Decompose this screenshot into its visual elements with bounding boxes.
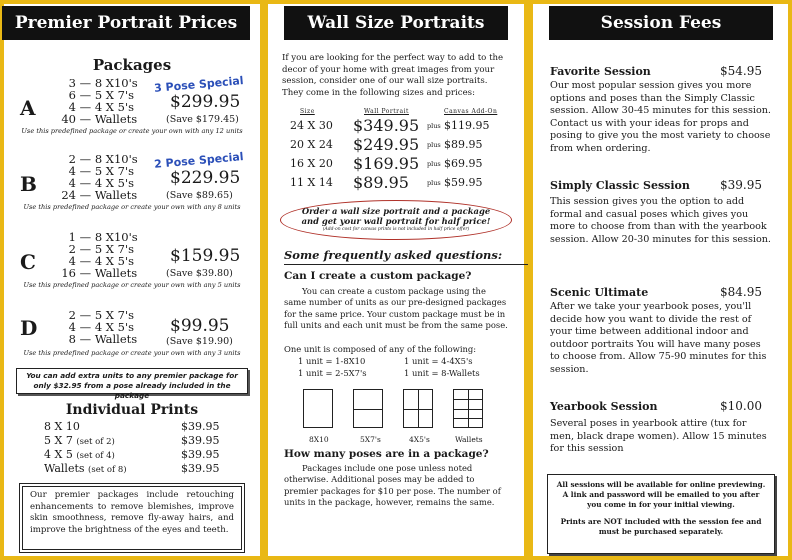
session-info-notice [547,474,775,554]
offer-line: Order a wall size portrait and a package [301,206,491,216]
wall-size-portraits-panel [268,4,524,556]
extra-units-line: only $32.95 from a pose already included in the package [33,381,231,400]
package-line: 4 — 4 X 5's [68,320,135,334]
individual-print-row: Wallets (set of 8) $39.95 [44,462,220,475]
column-header-size: Size [300,108,315,115]
package-line: 24 — Wallets [61,188,138,202]
package-line: 4 — 4 X 5's [68,100,135,114]
package-c [4,230,260,302]
wall-portraits-intro: If you are looking for the perfect way to add to the decor of your home with great images from your session, consider one of our wall size portraits. They come in the following sizes and prices: [282,53,504,98]
package-note: Use this predefined package or create your own with any 3 units [23,349,241,357]
session-name: Simply Classic Session [550,179,690,192]
package-line: 16 — Wallets [61,266,138,280]
session-fees-panel [533,4,788,556]
retouching-notice: Our premier packages include retouching enhancements to remove blemishes, improve skin smoothness, remove fly-away hairs, and improve the brightness of the eyes and teeth. [22,486,242,550]
unit-equivalent: 1 unit = 4-4X5's [404,356,473,366]
package-price: $159.95 [170,246,241,266]
unit-diagram-wallets [453,389,483,428]
individual-print-row: 8 X 10 $39.95 [44,420,220,433]
packages-heading: Packages [92,56,172,74]
unit-diagram-8x10 [303,389,333,428]
package-line: 3 — 8 X10's [68,76,138,90]
unit-intro: One unit is composed of any of the following: [284,344,477,354]
unit-diagram-5x7 [353,389,383,428]
wall-size-row: 11 X 14 $89.95 plus $59.95 [290,173,483,192]
online-preview-notice: All sessions will be available for online previewing. A link and password will be emailed to you after you come in for your initial viewing. [556,480,766,509]
column-header-wall-portrait: Wall Portrait [364,108,409,115]
package-savings: (Save $89.65) [166,190,233,201]
faq-heading: Some frequently asked questions: [284,248,503,262]
extra-units-notice [16,368,248,400]
column-header-canvas: Canvas Add-On [444,108,498,115]
unit-equivalent: 1 unit = 2-5X7's [298,368,367,378]
package-line: 2 — 5 X 7's [68,308,135,322]
faq-question: How many poses are in a package? [284,448,489,460]
package-line: 1 — 8 X10's [68,230,138,244]
package-line: 6 — 5 X 7's [68,88,135,102]
package-a [4,76,260,148]
panel-title: Wall Size Portraits [284,6,508,40]
session-price: $84.95 [720,285,762,299]
session-description: This session gives you the option to add formal and casual poses which gives you more to choose from than with the yearbook session. Allow 20-30 minutes for this session. [550,196,771,245]
pose-special-label: 2 Pose Special [153,150,245,171]
package-letter: C [20,250,36,274]
panel-title: Premier Portrait Prices [2,6,250,40]
faq-answer: Packages include one pose unless noted otherwise. Additional poses may be added to premier packages for $10 per pose. The number of units in the package, however, remains the same. [284,463,501,507]
unit-diagram-label: 4X5's [409,435,430,444]
unit-diagram-label: 5X7's [360,435,381,444]
unit-diagram-label: Wallets [455,435,483,444]
package-savings: (Save $19.90) [166,336,233,347]
unit-diagram-label: 8X10 [309,435,329,444]
session-description: Several poses in yearbook attire (tux for men, black drape women). Allow 15 minutes for this session [550,418,767,454]
package-price: $99.95 [170,316,230,336]
individual-prints-heading: Individual Prints [65,402,199,418]
faq-answer: You can create a custom package using the same number of units as our pre-designed packages for the same price. Your custom package must be in full units and each unit must be from the same pose. [284,286,508,330]
session-name: Yearbook Session [550,400,658,413]
package-line: 2 — 5 X 7's [68,242,135,256]
wall-size-row: 24 X 30 $349.95 plus $119.95 [290,116,490,135]
package-price: $299.95 [170,92,241,112]
package-note: Use this predefined package or create your own with any 8 units [23,203,241,211]
unit-equivalent: 1 unit = 1-8X10 [298,356,366,366]
package-b [4,152,260,224]
offer-line: and get your wall portrait for half price! [301,216,491,226]
half-price-offer [280,200,512,240]
unit-diagram-4x5 [403,389,433,428]
extra-units-line: You can add extra units to any premier package for [26,371,238,380]
session-name: Scenic Ultimate [550,286,649,299]
unit-equivalent: 1 unit = 8-Wallets [404,368,480,378]
session-description: After we take your yearbook poses, you'll decide how you want to divide the rest of your time between additional indoor and outdoor portraits You will have many poses to choose from. Allow 75-90 minutes for this session. [550,301,767,375]
package-savings: (Save $179.45) [166,114,239,125]
package-letter: D [20,316,38,340]
prints-not-included-notice: Prints are NOT included with the session fee and must be purchased separately. [560,517,762,536]
package-letter: A [20,96,36,120]
session-price: $10.00 [720,399,762,413]
session-price: $54.95 [720,64,762,78]
package-line: 4 — 4 X 5's [68,254,135,268]
offer-fine-print: (Add-on cost for canvas prints is not included in half price offer) [322,227,470,232]
package-letter: B [20,172,37,196]
package-note: Use this predefined package or create your own with any 12 units [21,127,243,135]
session-price: $39.95 [720,178,762,192]
individual-print-row: 5 X 7 (set of 2) $39.95 [44,434,220,447]
package-note: Use this predefined package or create your own with any 5 units [23,281,241,289]
premier-portrait-prices-panel [4,4,260,556]
wall-size-row: 16 X 20 $169.95 plus $69.95 [290,154,483,173]
session-name: Favorite Session [550,65,651,78]
package-price: $229.95 [170,168,241,188]
wall-size-row: 20 X 24 $249.95 plus $89.95 [290,135,483,154]
session-description: Our most popular session gives you more options and poses than the Simply Classic session. Allow 30-45 minutes for this session. Contact us with your ideas for props and posing to give you the most variety to choose from when ordering. [550,80,771,154]
package-line: 40 — Wallets [61,112,138,126]
panel-title: Session Fees [549,6,773,40]
package-line: 4 — 4 X 5's [68,176,135,190]
pose-special-label: 3 Pose Special [153,74,245,95]
package-line: 4 — 5 X 7's [68,164,135,178]
faq-question: Can I create a custom package? [284,270,472,282]
package-line: 2 — 8 X10's [68,152,138,166]
individual-print-row: 4 X 5 (set of 4) $39.95 [44,448,220,461]
package-savings: (Save $39.80) [166,268,233,279]
package-line: 8 — Wallets [68,332,138,346]
